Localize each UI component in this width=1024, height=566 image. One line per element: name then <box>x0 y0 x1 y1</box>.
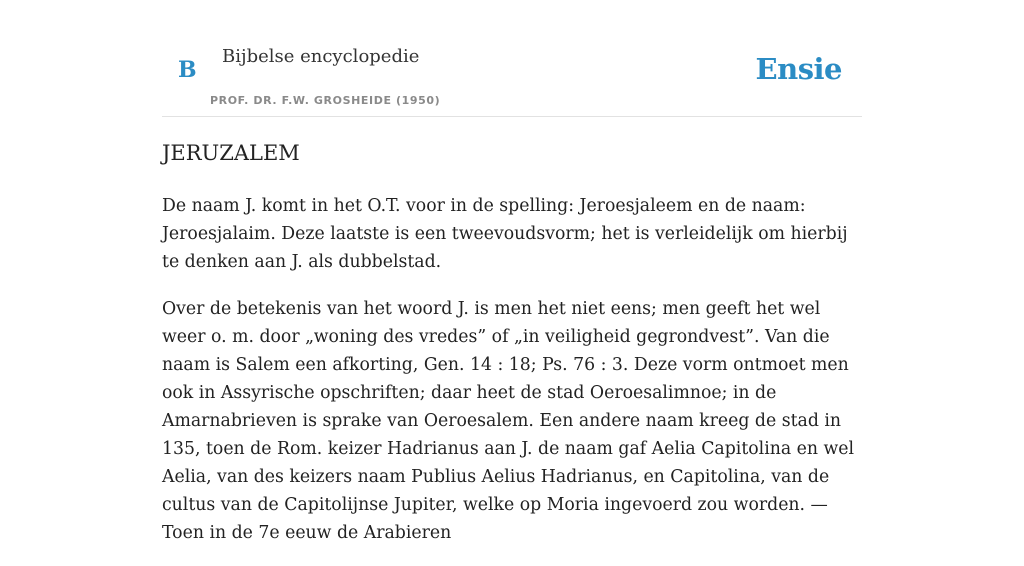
brand-logo[interactable]: Ensie <box>755 52 842 86</box>
article-body <box>162 192 862 566</box>
book-author: PROF. DR. F.W. GROSHEIDE (1950) <box>210 94 441 107</box>
book-title[interactable]: Bijbelse encyclopedie <box>222 46 420 67</box>
article-paragraph: Over de betekenis van het woord J. is men het niet eens; men geeft het wel weer o. m. door „woning des vredes” of „in veiligheid gegrondvest”. Van die naam is Salem een afkorting, Gen. 14 : 18; Ps. 76 : 3. Deze vorm ontmoet men ook in Assyrische opschriften; daar heet de stad Oeroesalimnoe; in de Amarnabrieven is sprake van Oeroesalem. Een andere naam kreeg de stad in 135, toen de Rom. keizer Hadrianus aan J. de naam gaf Aelia Capitolina en wel Aelia, van des keizers naam Publius Aelius Hadrianus, en Capitolina, van de cultus van de Capitolijnse Jupiter, welke op Moria ingevoerd zou worden. — Toen in de 7e eeuw de Arabieren <box>162 299 855 543</box>
book-badge[interactable]: B <box>178 57 197 83</box>
article-title: JERUZALEM <box>162 141 300 165</box>
page-header <box>162 0 862 117</box>
article-paragraph: De naam J. komt in het O.T. voor in de spelling: Jeroesjaleem en de naam: Jeroesjalaim. Deze laatste is een tweevoudsvorm; het is verleidelijk om hierbij te denken aan J. als dubbelstad. <box>162 196 848 272</box>
